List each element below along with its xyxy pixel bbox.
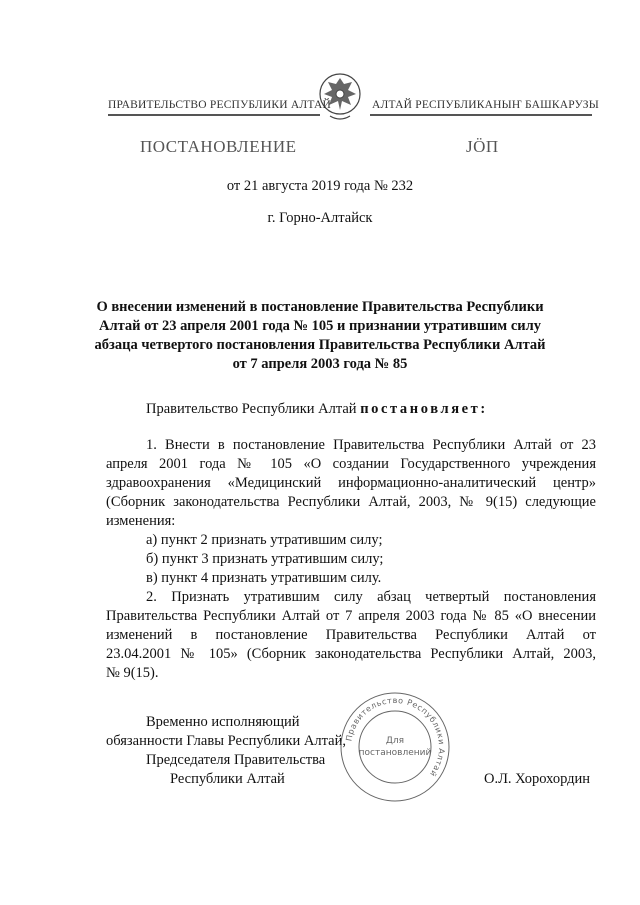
item-2 (106, 588, 596, 683)
title-line: абзаца четвертого постановления Правительства Республики Алтай (94, 337, 546, 353)
doc-date-number: от 21 августа 2019 года № 232 (226, 178, 414, 194)
item-line: 23.04.2001 № 105» (Сборник законодательства Республики Алтай, 2003, (106, 646, 596, 662)
item-line: изменений в постановление Правительства Республики Алтай от (106, 627, 596, 643)
item-line: 2. Признать утратившим силу абзац четвертый постановления (146, 589, 596, 605)
preamble-emphasis: постановляет: (360, 401, 488, 417)
doc-type-alt: ЈӦП (466, 137, 499, 156)
seal-ring-text: Правительство Республики Алтай (344, 695, 447, 779)
title-line: от 7 апреля 2003 года № 85 (232, 356, 408, 372)
signature-line: обязанности Главы Республики Алтай, (106, 733, 346, 749)
preamble (146, 400, 488, 419)
state-emblem (318, 66, 362, 122)
seal-center-line: постановлений (358, 748, 432, 758)
signature-line: Республики Алтай (170, 771, 285, 787)
item-line: 1. Внести в постановление Правительства Республики Алтай от 23 (146, 437, 596, 453)
item-line: апреля 2001 года № 105 «О создании Государственного учреждения (106, 456, 596, 472)
subitem: а) пункт 2 признать утратившим силу; (146, 532, 383, 548)
item-line: № 9(15). (106, 665, 159, 681)
item-1 (106, 436, 596, 588)
item-line: (Сборник законодательства Республики Алтай, 2003, № 9(15) следующие (106, 494, 596, 510)
seal-center-line: Для (385, 736, 405, 746)
header-org-alt: АЛТАЙ РЕСПУБЛИКАНЫҤ БАШКАРУЗЫ (372, 99, 599, 111)
subitem: в) пункт 4 признать утратившим силу. (146, 570, 382, 586)
header-rule-right (370, 114, 592, 116)
doc-type-ru: ПОСТАНОВЛЕНИЕ (140, 137, 297, 156)
signature-line: Председателя Правительства (146, 752, 326, 768)
signature-line: Временно исполняющий (146, 714, 300, 730)
official-seal (338, 690, 452, 804)
item-line: Правительства Республики Алтай от 7 апреля 2003 года № 85 «О внесении (106, 608, 596, 624)
signatory-name: О.Л. Хорохордин (484, 771, 591, 787)
preamble-text: Правительство Республики Алтай (146, 401, 361, 417)
title-line: О внесении изменений в постановление Правительства Республики (96, 299, 544, 315)
header-rule-left (108, 114, 320, 116)
item-line: изменения: (106, 513, 176, 529)
header-org-ru: ПРАВИТЕЛЬСТВО РЕСПУБЛИКИ АЛТАЙ (108, 99, 332, 111)
doc-title (0, 298, 640, 374)
subitem: б) пункт 3 признать утратившим силу; (146, 551, 384, 567)
doc-city: г. Горно-Алтайск (267, 210, 373, 226)
item-line: здравоохранения «Медицинский информационно-аналитический центр» (106, 475, 596, 491)
title-line: Алтай от 23 апреля 2001 года № 105 и признании утратившим силу (99, 318, 541, 334)
